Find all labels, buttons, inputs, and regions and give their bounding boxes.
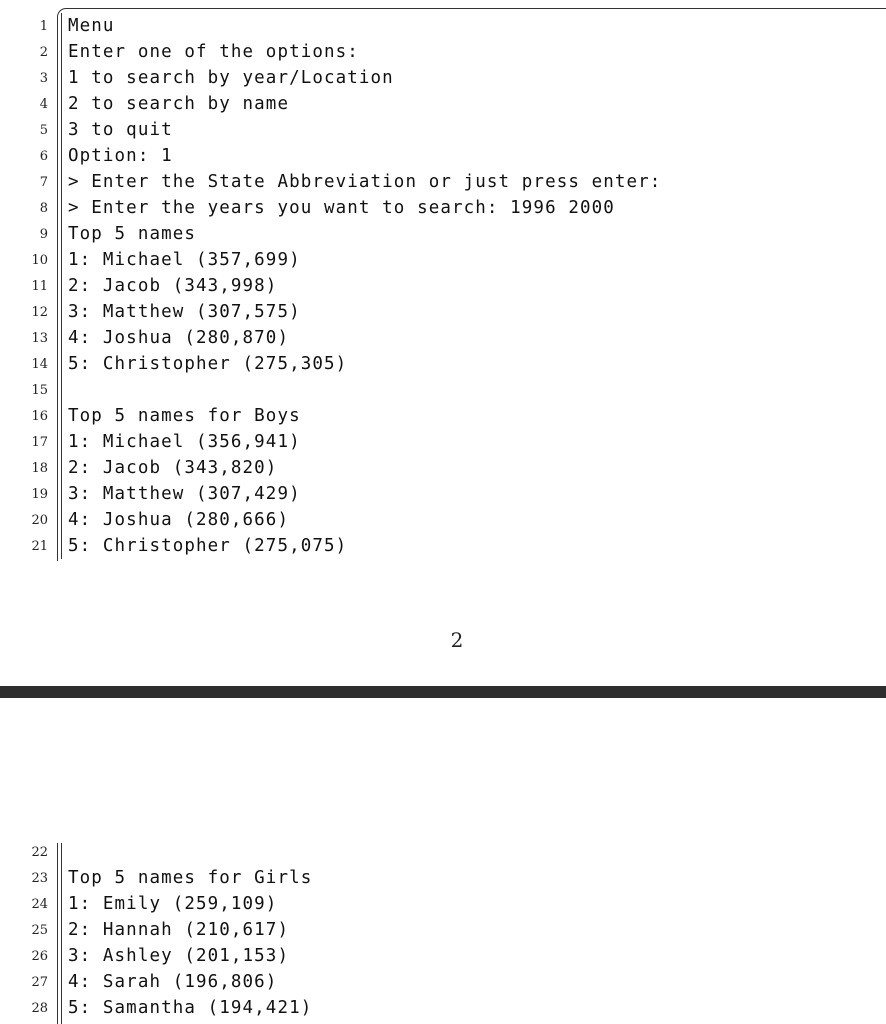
code-line: Option: 1 [68, 146, 173, 166]
line-number: 24 [31, 897, 48, 912]
code-line: 4: Sarah (196,806) [68, 972, 278, 992]
line-number: 20 [31, 513, 48, 528]
line-number: 16 [31, 409, 48, 424]
code-line: 1 to search by year/Location [68, 68, 394, 88]
line-number: 13 [31, 331, 48, 346]
line-number: 12 [31, 305, 48, 320]
code-line: Menu [68, 16, 115, 36]
page-divider [0, 686, 886, 698]
code-line: 3: Matthew (307,575) [68, 302, 301, 322]
line-number: 26 [31, 949, 48, 964]
code-line: 5: Christopher (275,075) [68, 536, 348, 556]
line-number: 5 [39, 123, 48, 138]
code-listing-frame [57, 843, 58, 1024]
code-line: > Enter the years you want to search: 1996 2000 [68, 198, 615, 218]
code-line: 1: Michael (357,699) [68, 250, 301, 270]
line-number: 2 [39, 45, 48, 60]
line-number: 27 [31, 975, 48, 990]
code-line: 1: Emily (259,109) [68, 894, 278, 914]
code-line: Top 5 names [68, 224, 196, 244]
line-number: 11 [31, 279, 48, 294]
line-number: 28 [31, 1001, 48, 1016]
code-line: Top 5 names for Girls [68, 868, 313, 888]
line-number: 23 [31, 871, 48, 886]
line-number: 10 [31, 253, 48, 268]
code-line: 3: Matthew (307,429) [68, 484, 301, 504]
line-number: 3 [39, 71, 48, 86]
line-number: 8 [39, 201, 48, 216]
code-listing-rule [61, 843, 62, 1024]
line-number: 4 [39, 97, 48, 112]
line-number: 9 [39, 227, 48, 242]
page-number: 2 [450, 628, 464, 652]
code-line: 3 to quit [68, 120, 173, 140]
code-line: 1: Michael (356,941) [68, 432, 301, 452]
line-number: 18 [31, 461, 48, 476]
line-number: 22 [31, 845, 48, 860]
line-number: 25 [31, 923, 48, 938]
code-line: 2: Hannah (210,617) [68, 920, 290, 940]
code-line: 4: Joshua (280,666) [68, 510, 290, 530]
line-number: 19 [31, 487, 48, 502]
line-number: 7 [39, 175, 48, 190]
line-number: 21 [31, 539, 48, 554]
code-line: Enter one of the options: [68, 42, 359, 62]
line-number: 17 [31, 435, 48, 450]
line-number: 14 [31, 357, 48, 372]
code-line: Top 5 names for Boys [68, 406, 301, 426]
line-number: 15 [31, 383, 48, 398]
code-line: 2: Jacob (343,998) [68, 276, 278, 296]
code-line: 5: Christopher (275,305) [68, 354, 348, 374]
code-listing-rule [61, 13, 62, 559]
code-line: 2: Jacob (343,820) [68, 458, 278, 478]
code-line: 4: Joshua (280,870) [68, 328, 290, 348]
code-line: 5: Samantha (194,421) [68, 998, 313, 1018]
line-number: 1 [39, 19, 48, 34]
code-line: > Enter the State Abbreviation or just press enter: [68, 172, 662, 192]
code-line: 2 to search by name [68, 94, 290, 114]
line-number: 6 [39, 149, 48, 164]
code-line: 3: Ashley (201,153) [68, 946, 290, 966]
document-page-bottom [0, 698, 886, 1024]
